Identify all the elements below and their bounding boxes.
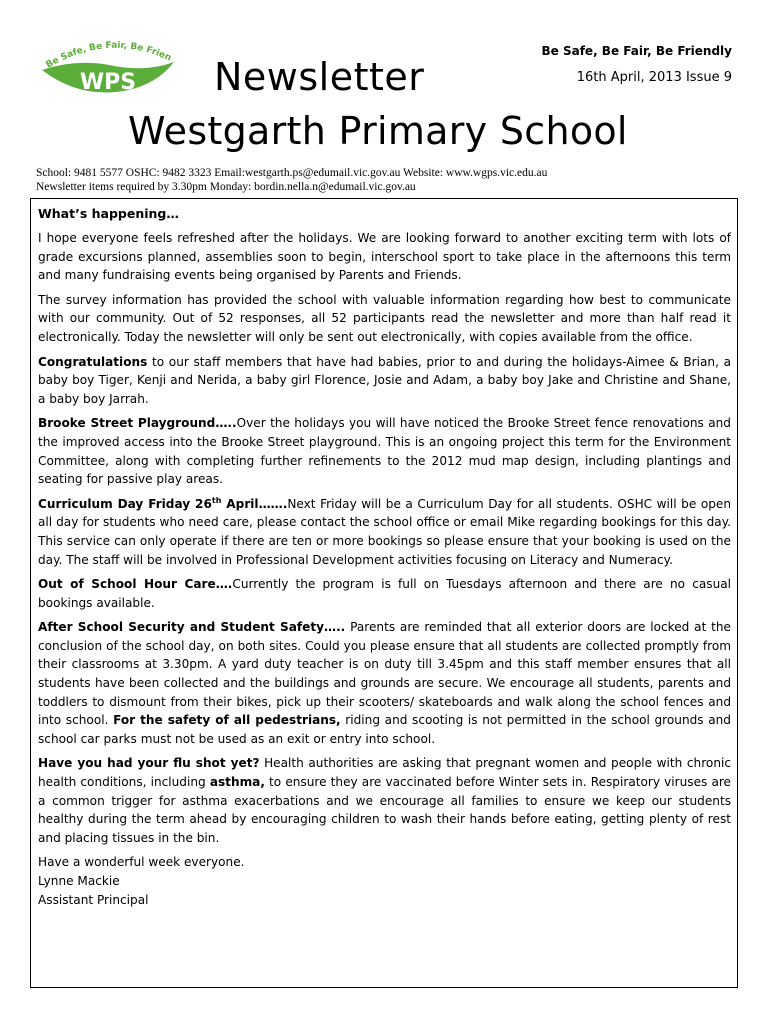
curriculum-day-label: Curriculum Day Friday 26th April……. bbox=[38, 495, 288, 511]
brooke-street-label: Brooke Street Playground….. bbox=[38, 416, 237, 431]
curriculum-day-paragraph: Curriculum Day Friday 26th April…….Next Friday will be a Curriculum Day for all students. OSHC will be open all day for students who need care, please contact the school office or email Mike regarding bookings for this day. This service can only operate if there are ten or more bookings so please ensure that your booking is used on the day. The staff will be involved in Professional Development activities focusing on Literacy and Numeracy. bbox=[38, 495, 732, 567]
congratulations-label: Congratulations bbox=[38, 354, 148, 369]
logo-graphic bbox=[38, 40, 178, 100]
closing-line: Have a wonderful week everyone. bbox=[38, 855, 245, 870]
congratulations-paragraph: Congratulations to our staff members that have had babies, prior to and during the holidays-Aimee & Brian, a baby boy Tiger, Kenji and Nerida, a baby girl Florence, Josie and Adam, a baby boy Jake and Christine and Shane, a baby boy Jarrah. bbox=[38, 354, 731, 406]
school-name: Westgarth Primary School bbox=[128, 109, 628, 153]
contact-info bbox=[36, 166, 547, 194]
flu-shot-paragraph: Have you had your flu shot yet? Health authorities are asking that pregnant women and people with chronic health conditions, including asthma, to ensure they are vaccinated before Winter sets in. Respiratory viruses are a common trigger for asthma exacerbations and we encourage all families to ensure we keep our students healthy during the term ahead by encouraging children to wash their hands before eating, getting plenty of rest and placing tissues in the bin. bbox=[38, 756, 731, 845]
issue-date: 16th April, 2013 Issue 9 bbox=[576, 70, 732, 85]
content-box bbox=[30, 198, 738, 988]
signoff-title: Assistant Principal bbox=[38, 892, 149, 907]
security-paragraph: After School Security and Student Safety….. Parents are reminded that all exterior doors are locked at the conclusion of the school day, on both sites. Could you please ensure that all students are collected promptly from their classrooms at 3.30pm. A yard duty teacher is on duty till 3.45pm and this staff member ensures that all students have been collected and the buildings and grounds are secure. We encourage all students, parents and toddlers to dismount from their bikes, pick up their scooters/ skateboards and walk along the school fences and into school. For the safety of all pedestrians, riding and scooting is not permitted in the school grounds and school car parks must not be used as an exit or entry into school. bbox=[38, 620, 731, 746]
brooke-street-paragraph: Brooke Street Playground…..Over the holidays you will have noticed the Brooke Street fence renovations and the improved access into the Brooke Street playground. This is an ongoing project this term for the Environment Committee, along with completing further refinements to the 2012 mud map design, including plantings and seating for passive play areas. bbox=[38, 416, 731, 487]
oshc-paragraph: Out of School Hour Care….Currently the program is full on Tuesdays afternoon and there are no casual bookings available. bbox=[38, 577, 731, 610]
logo-arc-text: Be Safe, Be Fair, Be Frien bbox=[44, 40, 173, 71]
security-label: After School Security and Student Safety….. bbox=[38, 620, 346, 635]
intro-paragraph: I hope everyone feels refreshed after the holidays. We are looking forward to another exciting term with lots of grade excursions planned, assemblies soon to begin, interschool sport to take place in the afternoons this term and many fundraising events being organised by Parents and Friends. bbox=[38, 231, 731, 283]
contact-line-1: School: 9481 5577 OSHC: 9482 3323 Email:westgarth.ps@edumail.vic.gov.au Website: www.wgps.vic.edu.au bbox=[36, 167, 548, 179]
school-motto: Be Safe, Be Fair, Be Friendly bbox=[541, 44, 732, 58]
logo-text: WPS bbox=[79, 70, 137, 95]
newsletter-title: Newsletter bbox=[214, 55, 425, 99]
contact-line-2: Newsletter items required by 3.30pm Monday: bordin.nella.n@edumail.vic.gov.au bbox=[36, 181, 416, 193]
oshc-label: Out of School Hour Care…. bbox=[38, 577, 233, 592]
school-logo bbox=[38, 40, 178, 100]
signoff-name: Lynne Mackie bbox=[38, 874, 120, 888]
flu-shot-label: Have you had your flu shot yet? bbox=[38, 756, 260, 771]
section-heading: What’s happening… bbox=[38, 206, 179, 221]
survey-paragraph: The survey information has provided the school with valuable information regarding how best to communicate with our community. Out of 52 responses, all 52 participants read the newsletter and more than half read it electronically. Today the newsletter will only be sent out electronically, with copies available from the office. bbox=[38, 292, 731, 344]
